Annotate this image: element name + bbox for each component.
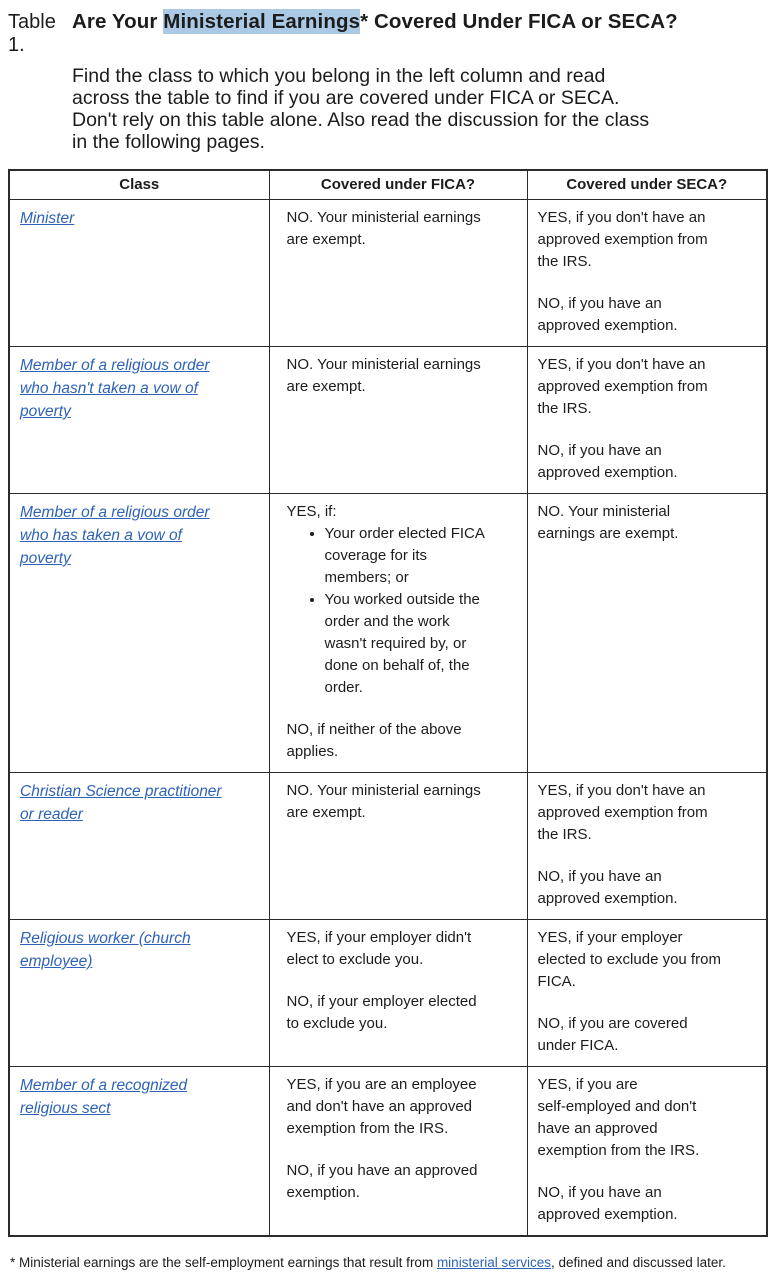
fica-bullet-list xyxy=(287,523,519,699)
fica-bullet-item: • Your order elected FICA coverage for its members; or xyxy=(325,523,519,589)
seca-paragraph: NO, if you are covered under FICA. xyxy=(537,1015,688,1054)
footnote-text-pre: * Ministerial earnings are the self-employment earnings that result from xyxy=(10,1255,437,1270)
seca-paragraph: YES, if you don't have an approved exemption from the IRS. xyxy=(537,356,708,417)
class-cell xyxy=(9,347,269,494)
fica-cell xyxy=(269,200,527,347)
fica-paragraph: NO. Your ministerial earnings are exempt. xyxy=(286,356,481,395)
description-line: Don't rely on this table alone. Also read the discussion for the class xyxy=(72,109,650,131)
fica-paragraph: YES, if you are an employee and don't have an approved exemption from the IRS. xyxy=(286,1076,477,1137)
class-link[interactable]: Member of a recognized religious sect xyxy=(20,1077,188,1117)
footnote xyxy=(10,1250,762,1275)
description-line: Find the class to which you belong in the left column and read xyxy=(72,65,606,87)
table-row xyxy=(9,347,767,494)
fica-seca-table xyxy=(8,169,768,1237)
seca-cell xyxy=(527,773,767,920)
seca-cell xyxy=(527,1067,767,1237)
table-row xyxy=(9,920,767,1067)
table-description xyxy=(72,65,764,153)
table-row xyxy=(9,1067,767,1237)
title-highlighted-text: Ministerial Earnings xyxy=(163,10,361,33)
class-cell xyxy=(9,494,269,773)
table-row xyxy=(9,773,767,920)
title-text-post: * Covered Under FICA or SECA? xyxy=(360,10,678,33)
class-cell xyxy=(9,200,269,347)
column-header-seca: Covered under SECA? xyxy=(527,170,767,200)
class-link[interactable]: Member of a religious order who hasn't taken a vow of poverty xyxy=(20,357,210,420)
fica-paragraph: NO. Your ministerial earnings are exempt. xyxy=(286,782,481,821)
column-header-class: Class xyxy=(9,170,269,200)
title-text-pre: Are Your xyxy=(72,10,164,33)
class-cell xyxy=(9,1067,269,1237)
table-row xyxy=(9,494,767,773)
class-cell xyxy=(9,920,269,1067)
seca-paragraph: YES, if your employer elected to exclude you from FICA. xyxy=(537,929,721,990)
seca-paragraph: NO, if you have an approved exemption. xyxy=(537,295,678,334)
table-header-row xyxy=(9,170,767,200)
class-cell xyxy=(9,773,269,920)
seca-paragraph: YES, if you don't have an approved exemption from the IRS. xyxy=(537,209,708,270)
page-title xyxy=(72,10,678,34)
fica-paragraph: NO. Your ministerial earnings are exempt. xyxy=(286,209,481,248)
footnote-text-post: , defined and discussed later. xyxy=(550,1255,726,1270)
seca-paragraph: NO, if you have an approved exemption. xyxy=(537,442,678,481)
class-link[interactable]: Minister xyxy=(20,210,75,227)
seca-cell xyxy=(527,200,767,347)
description-line: in the following pages. xyxy=(72,131,265,153)
table-title-row xyxy=(8,10,764,57)
fica-bullet-item: • You worked outside the order and the work wasn't required by, or done on behalf of, the order. xyxy=(325,589,519,699)
seca-cell xyxy=(527,347,767,494)
seca-cell xyxy=(527,920,767,1067)
fica-paragraph: NO, if your employer elected to exclude you. xyxy=(286,993,477,1032)
table-row xyxy=(9,200,767,347)
fica-paragraph: YES, if: xyxy=(286,503,337,520)
class-link[interactable]: Christian Science practitioner or reader xyxy=(20,783,222,823)
column-header-fica: Covered under FICA? xyxy=(269,170,527,200)
seca-paragraph: NO. Your ministerial earnings are exempt. xyxy=(537,503,679,542)
seca-cell xyxy=(527,494,767,773)
fica-cell xyxy=(269,347,527,494)
fica-paragraph: NO, if neither of the above applies. xyxy=(286,721,462,760)
class-link[interactable]: Religious worker (church employee) xyxy=(20,930,191,970)
seca-paragraph: YES, if you are self-employed and don't have an approved exemption from the IRS. xyxy=(537,1076,700,1159)
class-link[interactable]: Member of a religious order who has taken a vow of poverty xyxy=(20,504,210,567)
fica-paragraph: YES, if your employer didn't elect to exclude you. xyxy=(286,929,472,968)
ministerial-services-link[interactable]: ministerial services xyxy=(436,1255,551,1270)
seca-paragraph: NO, if you have an approved exemption. xyxy=(537,868,678,907)
fica-cell xyxy=(269,773,527,920)
fica-cell xyxy=(269,494,527,773)
seca-paragraph: YES, if you don't have an approved exemption from the IRS. xyxy=(537,782,708,843)
seca-paragraph: NO, if you have an approved exemption. xyxy=(537,1184,678,1223)
fica-cell xyxy=(269,1067,527,1237)
description-line: across the table to find if you are covered under FICA or SECA. xyxy=(72,87,620,109)
fica-cell xyxy=(269,920,527,1067)
fica-paragraph: NO, if you have an approved exemption. xyxy=(286,1162,478,1201)
table-number-label: Table 1. xyxy=(8,11,56,56)
